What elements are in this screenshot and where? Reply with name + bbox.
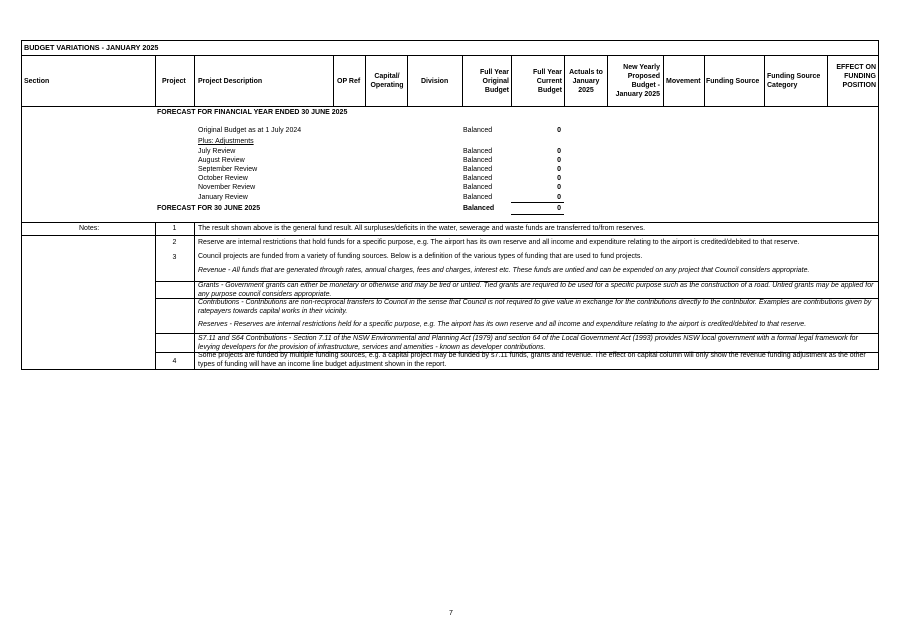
notes-label: Notes: [79,225,100,232]
note-text: Council projects are funded from a variety of funding sources. Below is a definition of the various types of funding that are used to fund projects. [198,253,643,260]
col-divider [827,55,828,106]
col-divider [511,55,512,106]
original-budget-status: Balanced [463,127,493,134]
col-header-funding-source: Funding Source [706,78,760,85]
forecast-total-label: FORECAST FOR 30 JUNE 2025 [157,205,261,212]
review-status: Balanced [463,157,493,164]
note-text: Reserve are internal restrictions that hold funds for a specific purpose, e.g. The airport has its own reserve and all income and expenditure relating to the airport is credited/debited to that reserve. [198,239,800,246]
forecast-total-value: 0 [557,205,561,212]
review-label: August Review [198,157,245,164]
col-header-section: Section [24,78,50,85]
note-number: 4 [172,358,177,365]
col-header-actuals-to-january: Actuals to January 2025 [569,69,603,94]
col-header-op-ref: OP Ref [337,78,361,85]
col-header-effect-on-funding-position: EFFECT ON FUNDING POSITION [836,64,876,89]
col-header-funding-source-category: Funding Source Category [767,73,821,89]
review-value: 0 [557,157,561,164]
notes-col-divider [194,222,195,369]
col-divider [155,55,156,106]
note-number: 1 [172,225,177,232]
note-number: 3 [172,254,177,261]
header-bottom-rule [21,106,879,107]
note-text: The result shown above is the general fund result. All surpluses/deficits in the water, sewerage and waste funds are transferred to/from reserves. [198,225,646,232]
col-header-capital-operating: Capital/ Operating [370,73,404,89]
note-number: 2 [172,239,177,246]
col-header-full-year-original-budget: Full Year Original Budget [479,69,509,94]
report-title: BUDGET VARIATIONS - JANUARY 2025 [24,43,159,52]
review-value: 0 [557,194,561,201]
col-divider [663,55,664,106]
forecast-heading: FORECAST FOR FINANCIAL YEAR ENDED 30 JUNE 2025 [157,109,348,116]
funding-definition-s711: S7.11 and S64 Contributions - Section 7.11 of the NSW Environmental and Planning Act (1979) and section 64 of the Local Government Act (1993) provides NSW local government with a formal legal framework for levying developers for the provision of infrastructure, services and amenities - known as developer contributions. [198,335,858,351]
review-label: November Review [198,184,256,191]
review-value: 0 [557,148,561,155]
review-status: Balanced [463,175,493,182]
review-status: Balanced [463,184,493,191]
total-rule [511,214,564,215]
col-divider [194,55,195,106]
notes-row-rule [155,333,879,334]
funding-definition-contributions: Contributions - Contributions are non-reciprocal transfers to Council in the sense that Council is not required to give value in exchange for the contributions directly to the contributor. Examples are contributions given by ratepayers towards capital works in their vicinity. [198,299,872,315]
col-header-project: Project [162,78,186,85]
col-divider [333,55,334,106]
subtotal-rule [511,202,564,203]
review-status: Balanced [463,166,493,173]
funding-definition-grants: Grants - Government grants can either be monetary or otherwise and may be tied or untied. Tied grants are required to be used for a specific purpose such as the construction of a road. Untied grants may be applied for any purpose council considers appropriate. [198,282,874,298]
plus-adjustments-label: Plus: Adjustments [198,138,254,145]
col-header-division: Division [421,78,449,85]
review-status: Balanced [463,194,493,201]
note-text: Some projects are funded by multiple funding sources, e.g. a capital project may be funded by s7.11 funds, grants and revenue. The effect on capital column will only show the revenue funding adjustment as the other types of funding will have an income line budget adjustment shown in the report. [198,352,866,368]
review-status: Balanced [463,148,493,155]
review-label: July Review [198,148,236,155]
review-value: 0 [557,184,561,191]
review-label: September Review [198,166,258,173]
funding-definition-revenue: Revenue - All funds that are generated through rates, annual charges, fees and charges, interest etc. These funds are untied and can be expended on any project that Council considers appropriate. [198,267,810,274]
page-number: 7 [449,610,453,617]
review-label: January Review [198,194,248,201]
original-budget-value: 0 [557,127,561,134]
col-divider [365,55,366,106]
col-divider [564,55,565,106]
funding-definition-reserves: Reserves - Reserves are internal restrictions held for a specific purpose, e.g. The airport has its own reserve and all income and expenditure relating to the airport is credited/debited to that reserve. [198,321,807,328]
col-header-full-year-current-budget: Full Year Current Budget [532,69,562,94]
col-header-movement: Movement [666,78,701,85]
col-header-project-description: Project Description [198,78,263,85]
col-header-new-yearly-proposed-budget: New Yearly Proposed Budget - January 2025 [615,64,660,98]
review-value: 0 [557,166,561,173]
review-value: 0 [557,175,561,182]
notes-row-rule [21,235,879,236]
header-top-rule [21,55,879,56]
forecast-total-status: Balanced [463,205,495,212]
col-divider [764,55,765,106]
notes-top-rule [21,222,879,223]
col-divider [407,55,408,106]
col-divider [704,55,705,106]
col-divider [462,55,463,106]
original-budget-label: Original Budget as at 1 July 2024 [198,127,302,134]
review-label: October Review [198,175,248,182]
